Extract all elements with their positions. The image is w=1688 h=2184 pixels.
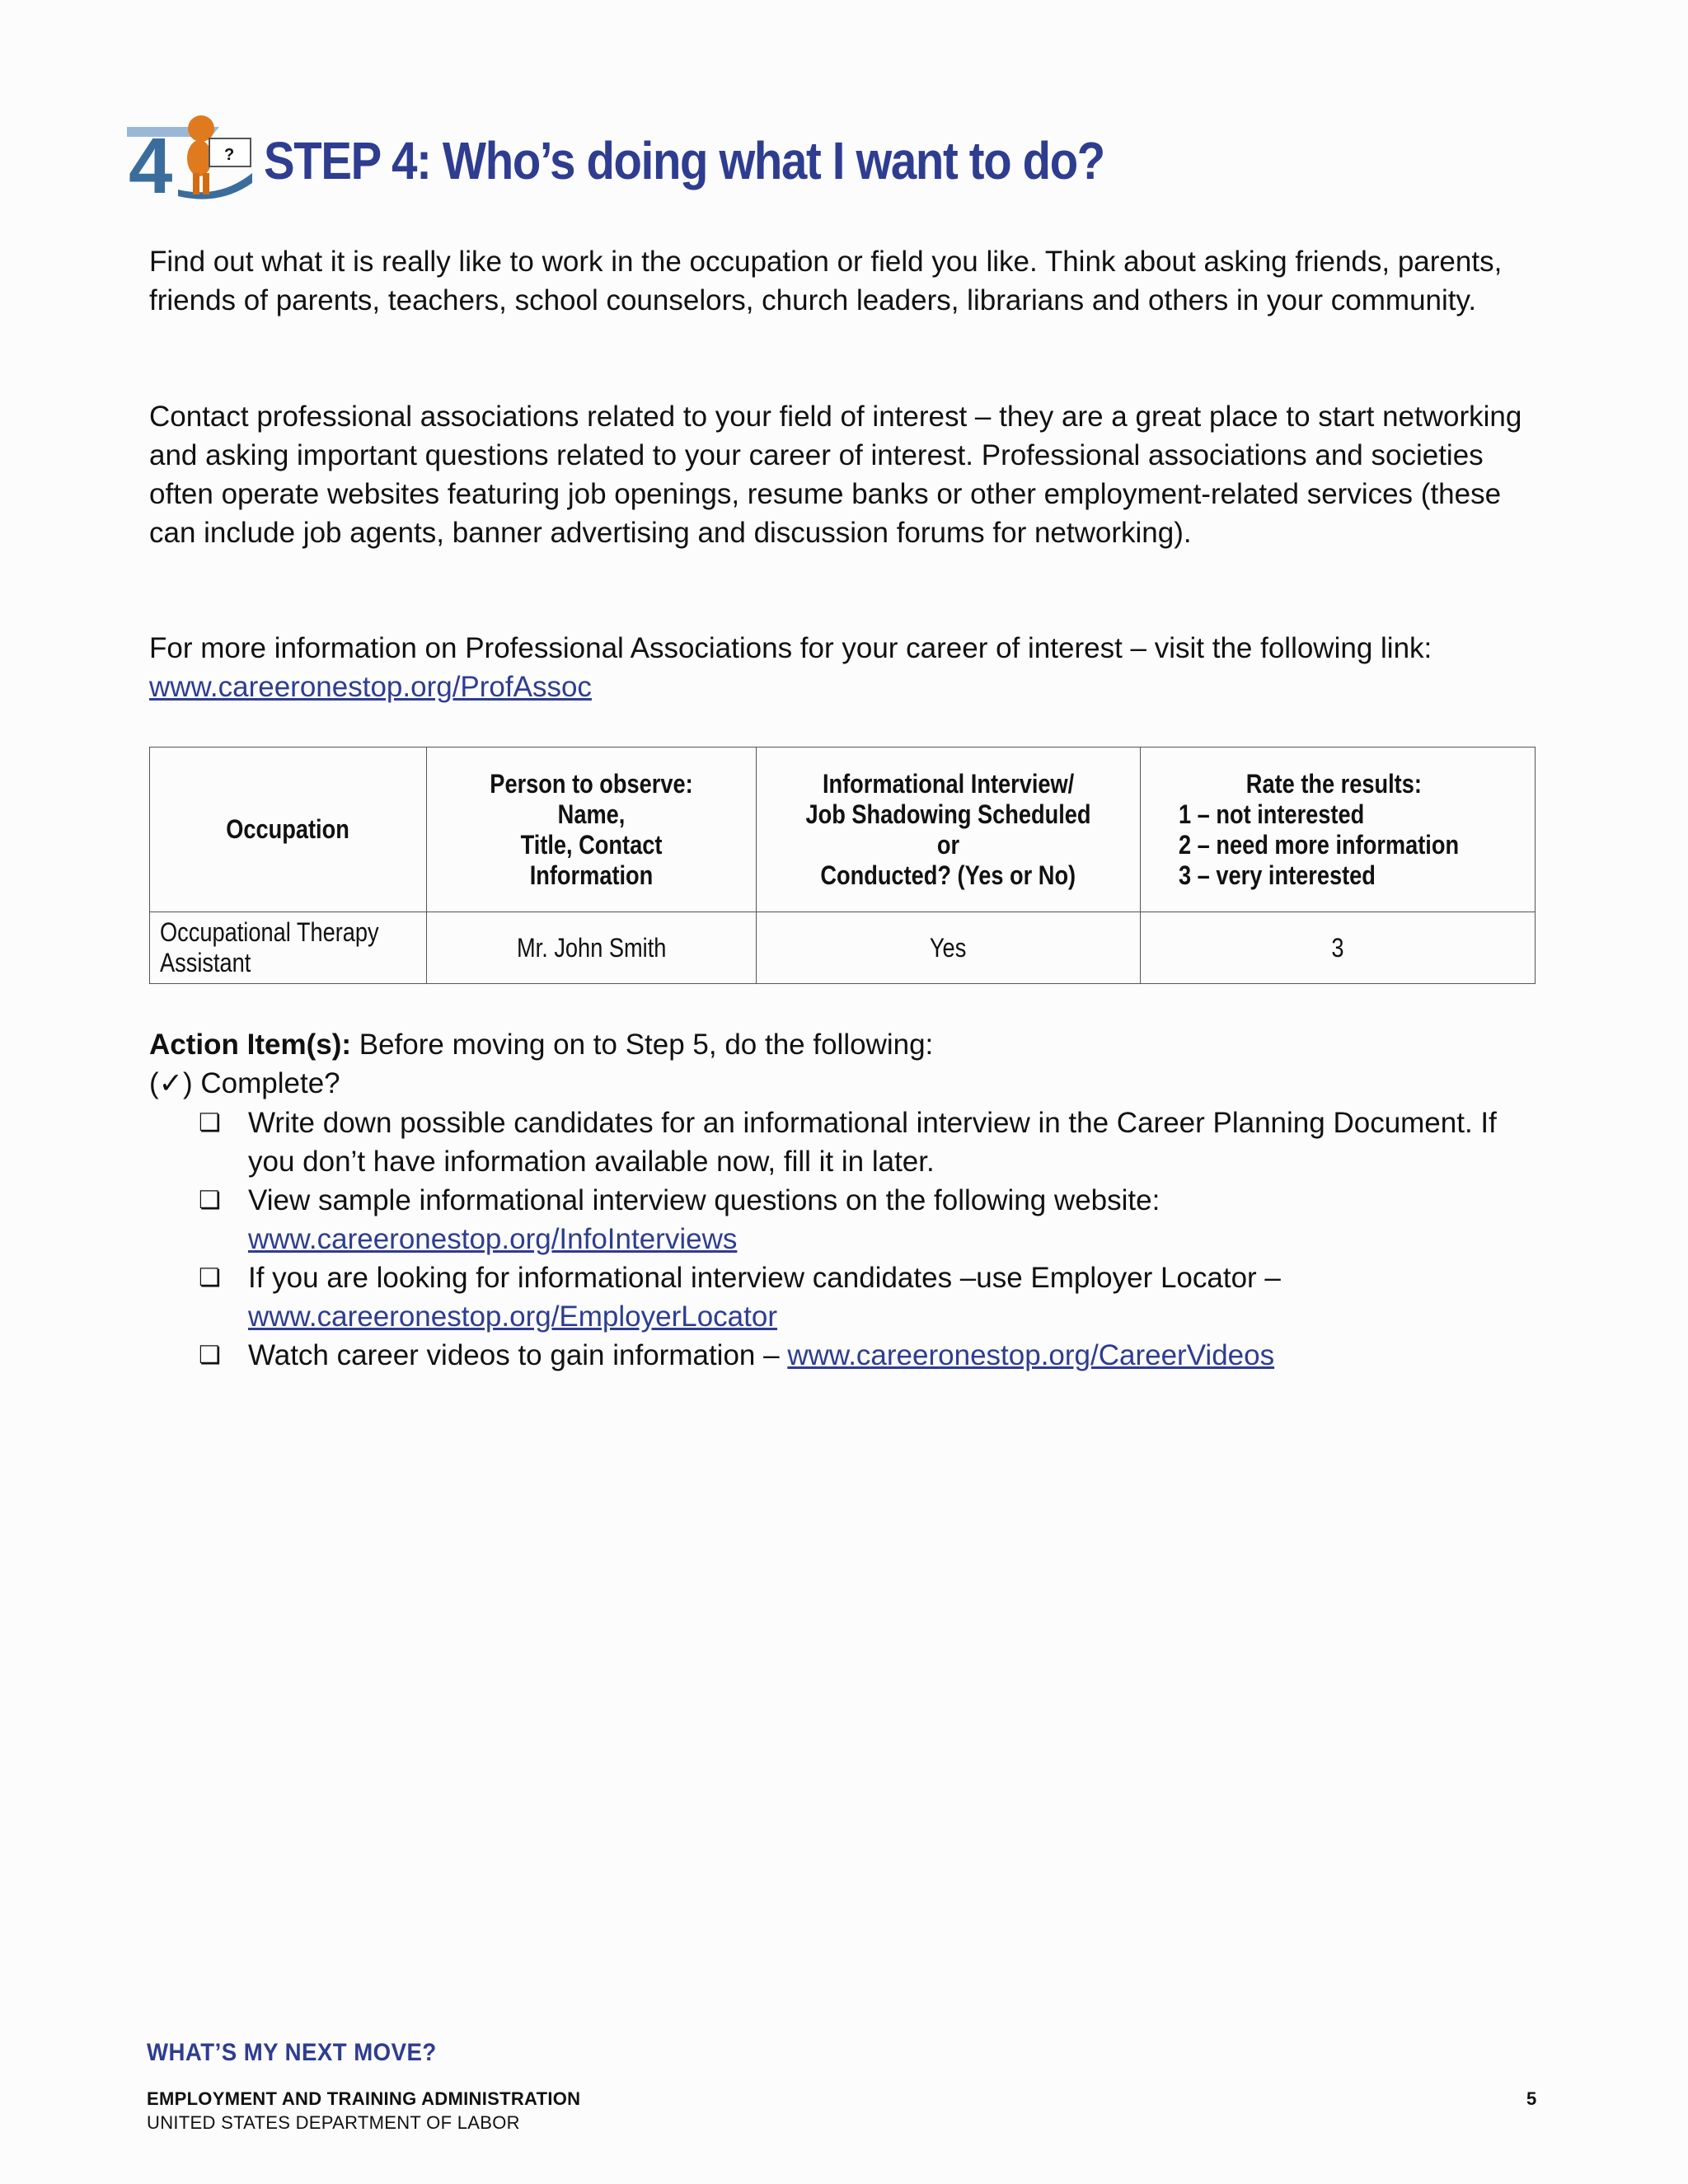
list-item: ❏ Watch career videos to gain information – www.careeronestop.org/CareerVideos [199,1336,1517,1375]
info-interviews-link[interactable]: www.careeronestop.org/InfoInterviews [248,1223,738,1255]
intro-paragraph-3 [149,629,1550,706]
prof-assoc-text: For more information on Professional Associations for your career of interest – visit the following link: [149,632,1432,664]
step-4-logo-icon [120,109,269,201]
cell-interview: Yes [757,912,1141,984]
table-row [150,912,1536,984]
list-item: ❏ If you are looking for informational interview candidates –use Employer Locator – www.careeronestop.org/EmployerLocator [199,1258,1517,1336]
logo-numeral: 4 [129,122,173,201]
col-header-interview: Informational Interview/ Job Shadowing Scheduled or Conducted? (Yes or No) [757,748,1141,912]
footer-title: WHAT’S MY NEXT MOVE? [147,2039,437,2066]
list-item: ❏ View sample informational interview questions on the following website: www.careeronestop.org/InfoInterviews [199,1181,1517,1258]
prof-assoc-link[interactable]: www.careeronestop.org/ProfAssoc [149,671,592,703]
cell-occupation: Occupational Therapy Assistant [150,912,427,984]
action-text: Before moving on to Step 5, do the following: [359,1029,934,1061]
col-header-occupation: Occupation [150,748,427,912]
cell-rating: 3 [1141,912,1536,984]
intro-paragraph-1: Find out what it is really like to work in the occupation or field you like. Think about asking friends, parents, friends of parents, teachers, school counselors, church leaders, librarians and others in your community. [149,246,1503,316]
table-header-row [150,748,1536,912]
footer-org: EMPLOYMENT AND TRAINING ADMINISTRATION [147,2088,581,2109]
checkbox-icon[interactable]: ❏ [199,1264,221,1291]
career-videos-link[interactable]: www.careeronestop.org/CareerVideos [787,1339,1275,1371]
action-checklist [199,1104,1517,1375]
page-header [115,105,1582,204]
page-title: STEP 4: Who’s doing what I want to do? [264,131,1104,190]
checkbox-icon[interactable]: ❏ [199,1342,221,1369]
list-item: ❏ Write down possible candidates for an informational interview in the Career Planning Document. If you don’t have information available now, fill it in later. [199,1104,1517,1181]
checkbox-icon[interactable]: ❏ [199,1187,221,1214]
networking-table [149,747,1535,984]
cell-person: Mr. John Smith [427,912,757,984]
action-items [149,1025,1550,1103]
logo-sign-text: ? [224,146,235,164]
checkbox-icon[interactable]: ❏ [199,1109,221,1137]
col-header-person: Person to observe: Name, Title, Contact Information [427,748,757,912]
employer-locator-link[interactable]: www.careeronestop.org/EmployerLocator [248,1301,777,1333]
col-header-rating: Rate the results: 1 – not interested 2 – need more information 3 – very interested [1141,748,1536,912]
intro-paragraph-2: Contact professional associations related to your field of interest – they are a great place to start networking and asking important questions related to your career of interest. Professional associations and societies often operate websites featuring job openings, resume banks or other employment-related services (these can include job agents, banner advertising and discussion forums for networking). [149,401,1522,549]
page-number: 5 [1526,2088,1537,2109]
complete-checkbox-label: (✓) Complete? [149,1067,340,1099]
footer-dept: UNITED STATES DEPARTMENT OF LABOR [147,2112,520,2133]
action-label: Action Item(s): [149,1029,351,1061]
